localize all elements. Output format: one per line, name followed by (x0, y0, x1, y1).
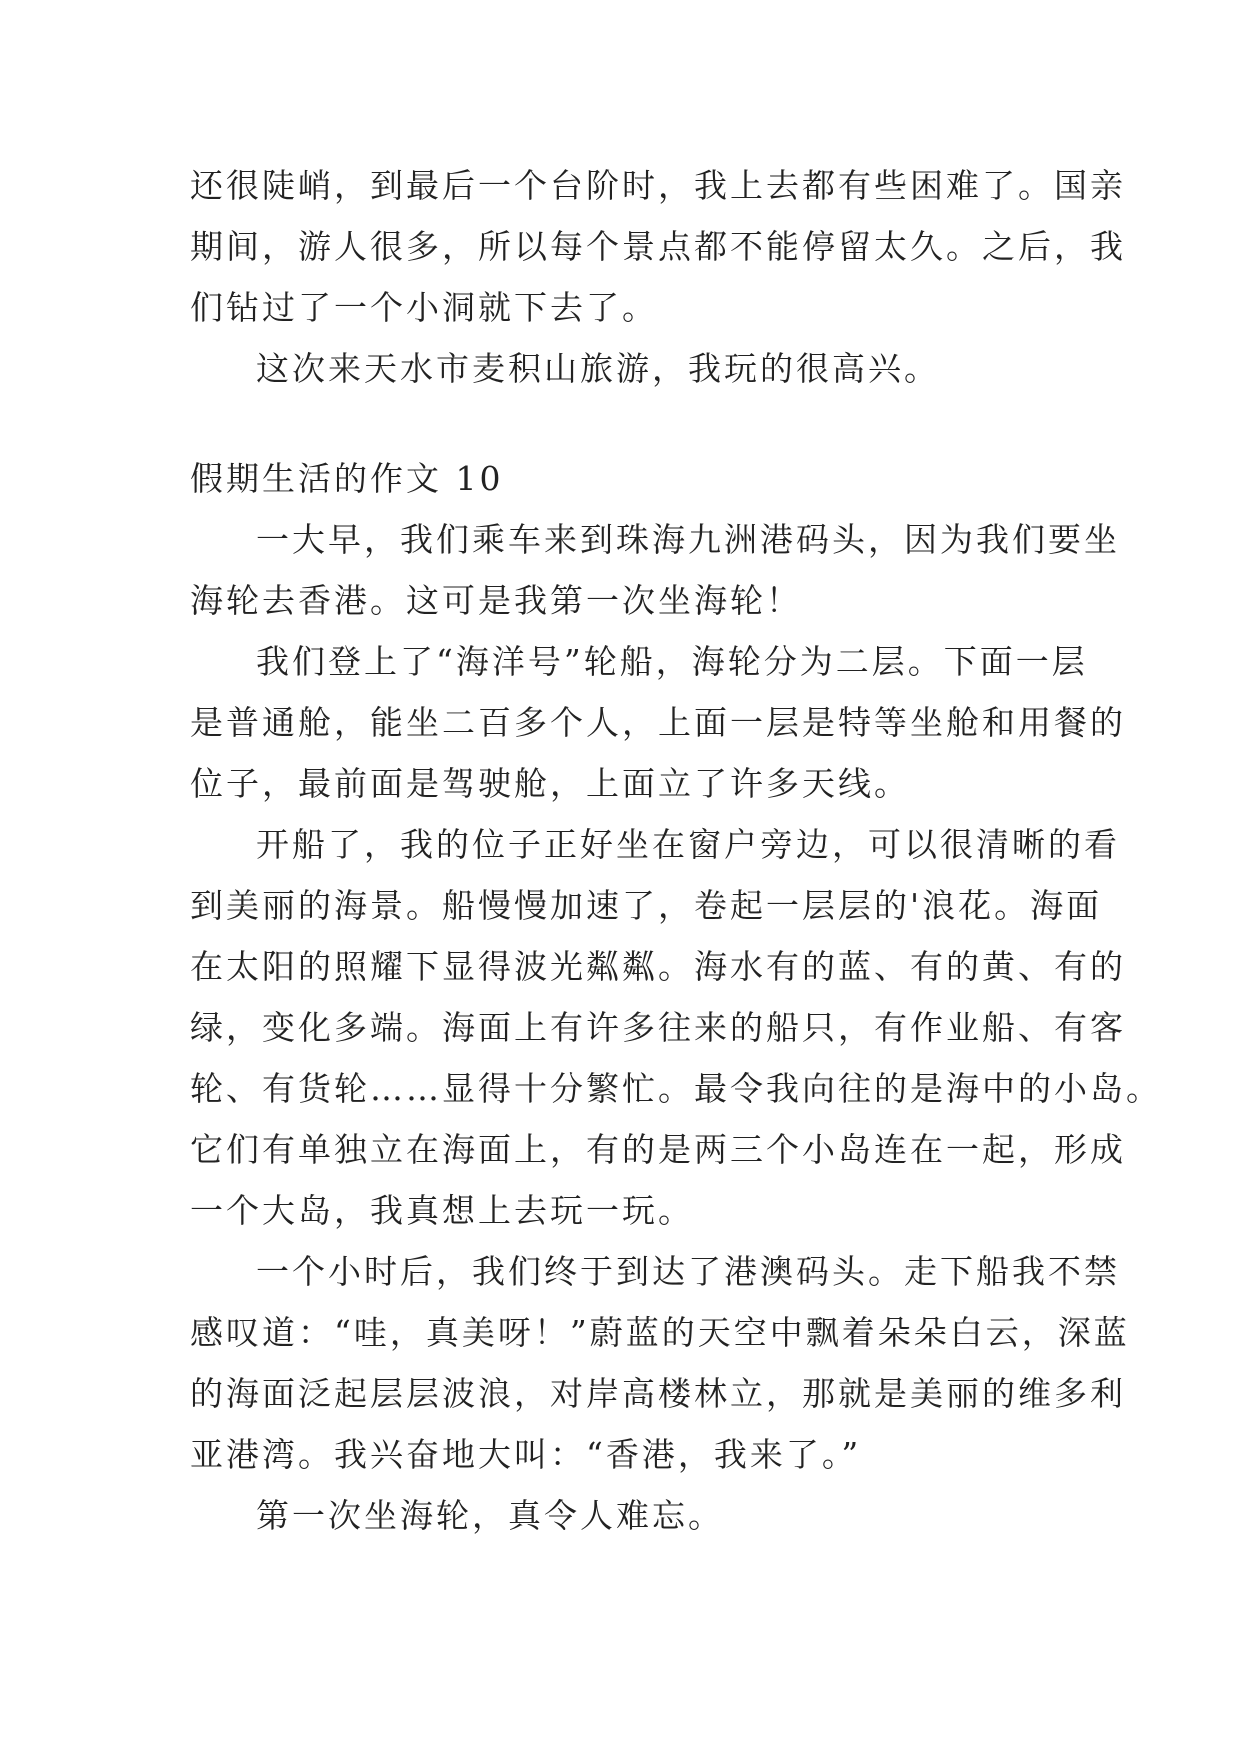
text-line: 是普通舱，能坐二百多个人，上面一层是特等坐舱和用餐的 (190, 703, 1126, 742)
text-line: 轮、有货轮……显得十分繁忙。最令我向往的是海中的小岛。 (190, 1069, 1162, 1108)
text-line: 我们登上了“海洋号”轮船，海轮分为二层。下面一层 (256, 642, 1088, 681)
text-line: 它们有单独立在海面上，有的是两三个小岛连在一起，形成 (190, 1130, 1126, 1169)
text-line: 开船了，我的位子正好坐在窗户旁边，可以很清晰的看 (256, 825, 1120, 864)
paragraph (190, 509, 1120, 631)
text-line: 在太阳的照耀下显得波光粼粼。海水有的蓝、有的黄、有的 (190, 947, 1126, 986)
paragraph (190, 814, 1162, 1241)
text-line: 一大早，我们乘车来到珠海九洲港码头，因为我们要坐 (256, 520, 1120, 559)
text-line: 感叹道：“哇，真美呀！”蔚蓝的天空中飘着朵朵白云，深蓝 (190, 1313, 1130, 1352)
text-line: 的海面泛起层层波浪，对岸高楼林立，那就是美丽的维多利 (190, 1374, 1126, 1413)
essay-body (190, 509, 1162, 1546)
section-heading (190, 448, 1050, 509)
text-line: 绿，变化多端。海面上有许多往来的船只，有作业船、有客 (190, 1008, 1126, 1047)
closing-line: 这次来天水市麦积山旅游，我玩的很高兴。 (256, 349, 940, 388)
paragraph (190, 1485, 1050, 1546)
section-title: 假期生活的作文 10 (190, 459, 504, 498)
text-line: 亚港湾。我兴奋地大叫：“香港，我来了。” (190, 1435, 862, 1474)
text-line: 期间，游人很多，所以每个景点都不能停留太久。之后，我 (190, 227, 1126, 266)
text-line: 位子，最前面是驾驶舱，上面立了许多天线。 (190, 764, 910, 803)
text-line: 海轮去香港。这可是我第一次坐海轮！ (190, 581, 802, 620)
text-line: 到美丽的海景。船慢慢加速了，卷起一层层的'浪花。海面 (190, 886, 1103, 925)
text-line: 一个小时后，我们终于到达了港澳码头。走下船我不禁 (256, 1252, 1120, 1291)
text-line: 第一次坐海轮，真令人难忘。 (256, 1496, 724, 1535)
paragraph (190, 1241, 1130, 1485)
text-line: 还很陡峭，到最后一个台阶时，我上去都有些困难了。国亲 (190, 166, 1126, 205)
paragraph (190, 631, 1126, 814)
text-line: 们钻过了一个小洞就下去了。 (190, 288, 658, 327)
text-line: 一个大岛，我真想上去玩一玩。 (190, 1191, 694, 1230)
continuation-paragraph (190, 155, 1126, 399)
